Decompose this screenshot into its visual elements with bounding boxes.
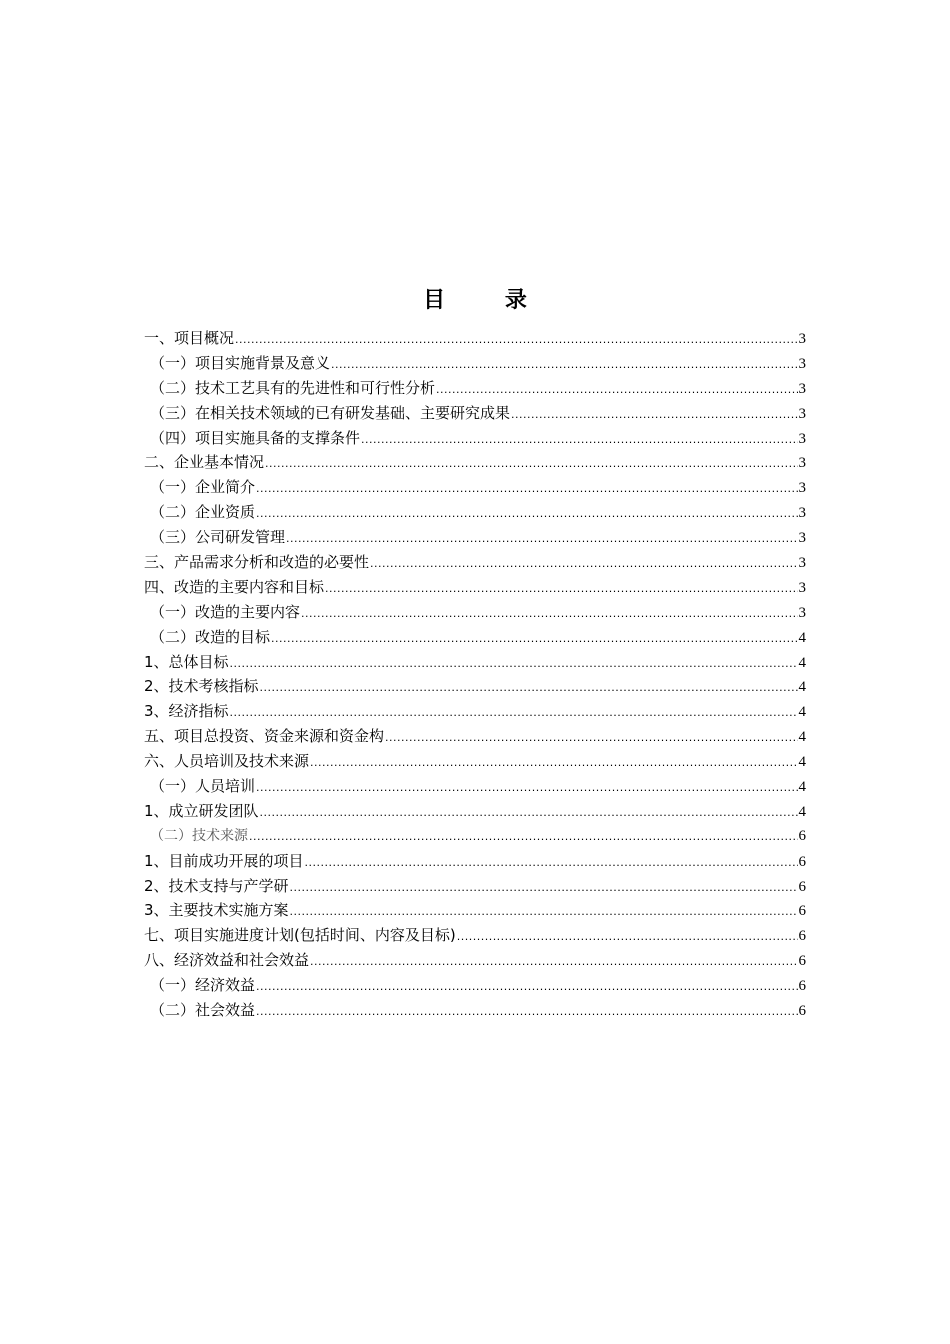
toc-leader-dots xyxy=(256,975,797,1000)
toc-entry-label: 七、项目实施进度计划(包括时间、内容及目标) xyxy=(144,926,456,945)
toc-leader-dots xyxy=(457,925,798,950)
toc-entry[interactable] xyxy=(144,923,806,948)
toc-entry[interactable] xyxy=(144,998,806,1023)
toc-entry[interactable] xyxy=(144,326,806,351)
toc-leader-dots xyxy=(256,1000,797,1025)
toc-entry-page: 4 xyxy=(798,679,806,696)
toc-entry-label: 三、产品需求分析和改造的必要性 xyxy=(144,553,370,572)
toc-leader-dots xyxy=(290,900,798,925)
toc-entry-page: 4 xyxy=(798,654,806,671)
toc-leader-dots xyxy=(256,502,797,527)
toc-entry-page: 3 xyxy=(798,455,806,472)
toc-leader-dots xyxy=(230,652,798,677)
toc-entry-label: 二、企业基本情况 xyxy=(144,453,265,472)
toc-leader-dots xyxy=(256,776,797,801)
toc-entry[interactable] xyxy=(144,575,806,600)
toc-entry-page: 6 xyxy=(798,928,806,945)
toc-entry-page: 3 xyxy=(798,555,806,572)
toc-entry-page: 4 xyxy=(798,754,806,771)
toc-entry-label: （一）人员培训 xyxy=(150,777,256,796)
toc-entry-page: 3 xyxy=(798,480,806,497)
toc-entry[interactable] xyxy=(144,625,806,650)
toc-leader-dots xyxy=(260,801,798,826)
toc-entry-label: （一）经济效益 xyxy=(150,976,256,995)
toc-entry-page: 4 xyxy=(798,803,806,820)
toc-entry-page: 4 xyxy=(798,629,806,646)
toc-leader-dots xyxy=(256,477,797,502)
toc-leader-dots xyxy=(310,950,797,975)
toc-leader-dots xyxy=(249,825,798,850)
toc-entry-page: 6 xyxy=(798,827,806,844)
toc-entry-label: 五、项目总投资、资金来源和资金构 xyxy=(144,727,385,746)
toc-entry-label: （四）项目实施具备的支撑条件 xyxy=(150,428,361,447)
toc-entry[interactable] xyxy=(144,475,806,500)
toc-entry-label: （一）项目实施背景及意义 xyxy=(150,353,331,372)
toc-entry-page: 6 xyxy=(798,878,806,895)
toc-entry-page: 4 xyxy=(798,729,806,746)
toc-entry[interactable] xyxy=(144,376,806,401)
toc-entry-page: 3 xyxy=(798,579,806,596)
toc-entry-label: （二）企业资质 xyxy=(150,503,256,522)
toc-entry-label: 六、人员培训及技术来源 xyxy=(144,752,310,771)
toc-entry-label: 2、技术考核指标 xyxy=(144,677,259,696)
toc-entry-label: 3、主要技术实施方案 xyxy=(144,901,289,920)
toc-entry-page: 3 xyxy=(798,355,806,372)
toc-entry[interactable] xyxy=(144,749,806,774)
toc-entry[interactable] xyxy=(144,824,806,849)
toc-entry[interactable] xyxy=(144,948,806,973)
toc-entry[interactable] xyxy=(144,600,806,625)
toc-leader-dots xyxy=(361,428,797,453)
toc-entry-label: 一、项目概况 xyxy=(144,329,235,347)
toc-entry-page: 3 xyxy=(798,505,806,522)
toc-leader-dots xyxy=(370,552,797,577)
toc-entry[interactable] xyxy=(144,849,806,874)
toc-leader-dots xyxy=(436,378,797,403)
toc-entry[interactable] xyxy=(144,426,806,451)
toc-entry-label: （二）社会效益 xyxy=(150,1001,256,1020)
toc-entry[interactable] xyxy=(144,401,806,426)
toc-leader-dots xyxy=(265,452,797,477)
toc-entry-page: 3 xyxy=(798,405,806,422)
toc-leader-dots xyxy=(511,403,797,428)
toc-entry-page: 4 xyxy=(798,779,806,796)
toc-entry[interactable] xyxy=(144,898,806,923)
toc-entry[interactable] xyxy=(144,973,806,998)
toc-entry[interactable] xyxy=(144,799,806,824)
toc-entry-page: 3 xyxy=(798,530,806,547)
toc-entry-page: 4 xyxy=(798,704,806,721)
toc-entry[interactable] xyxy=(144,774,806,799)
toc-leader-dots xyxy=(260,676,798,701)
toc-leader-dots xyxy=(301,602,797,627)
toc-entry-page: 3 xyxy=(798,430,806,447)
toc-entry-label: （三）在相关技术领域的已有研发基础、主要研究成果 xyxy=(150,403,511,422)
toc-entry-page: 6 xyxy=(798,978,806,995)
table-of-contents xyxy=(144,326,806,1023)
toc-entry[interactable] xyxy=(144,500,806,525)
toc-leader-dots xyxy=(385,726,797,751)
toc-leader-dots xyxy=(305,851,798,876)
toc-entry-page: 3 xyxy=(798,331,806,347)
toc-entry-label: 1、成立研发团队 xyxy=(144,801,259,820)
toc-entry-label: （三）公司研发管理 xyxy=(150,528,286,547)
toc-leader-dots xyxy=(290,876,798,901)
toc-entry[interactable] xyxy=(144,650,806,675)
toc-entry[interactable] xyxy=(144,525,806,550)
toc-leader-dots xyxy=(325,577,797,602)
toc-entry[interactable] xyxy=(144,674,806,699)
toc-entry[interactable] xyxy=(144,874,806,899)
toc-entry-page: 3 xyxy=(798,604,806,621)
toc-entry-label: （二）技术工艺具有的先进性和可行性分析 xyxy=(150,378,436,397)
toc-leader-dots xyxy=(271,627,797,652)
toc-entry[interactable] xyxy=(144,699,806,724)
toc-entry-label: （二）改造的目标 xyxy=(150,627,271,646)
toc-entry-label: 四、改造的主要内容和目标 xyxy=(144,577,325,596)
toc-title: 目 录 xyxy=(423,288,553,313)
toc-entry[interactable] xyxy=(144,351,806,376)
toc-entry-label: 1、目前成功开展的项目 xyxy=(144,851,304,870)
toc-entry[interactable] xyxy=(144,450,806,475)
toc-entry-label: 3、经济指标 xyxy=(144,702,229,721)
toc-entry-label: （一）企业简介 xyxy=(150,478,256,497)
toc-leader-dots xyxy=(235,328,797,353)
toc-entry-page: 6 xyxy=(798,1003,806,1020)
toc-entry-page: 6 xyxy=(798,953,806,970)
toc-leader-dots xyxy=(286,527,797,552)
toc-leader-dots xyxy=(310,751,797,776)
toc-entry[interactable] xyxy=(144,550,806,575)
toc-entry-page: 6 xyxy=(798,853,806,870)
toc-leader-dots xyxy=(331,353,797,378)
toc-entry-label: （一）改造的主要内容 xyxy=(150,602,301,621)
toc-leader-dots xyxy=(230,701,798,726)
toc-entry-label: 八、经济效益和社会效益 xyxy=(144,951,310,970)
toc-entry-label: （二）技术来源 xyxy=(150,827,248,844)
toc-entry-label: 2、技术支持与产学研 xyxy=(144,876,289,895)
toc-entry[interactable] xyxy=(144,724,806,749)
toc-entry-page: 3 xyxy=(798,380,806,397)
toc-entry-label: 1、总体目标 xyxy=(144,652,229,671)
toc-entry-page: 6 xyxy=(798,903,806,920)
